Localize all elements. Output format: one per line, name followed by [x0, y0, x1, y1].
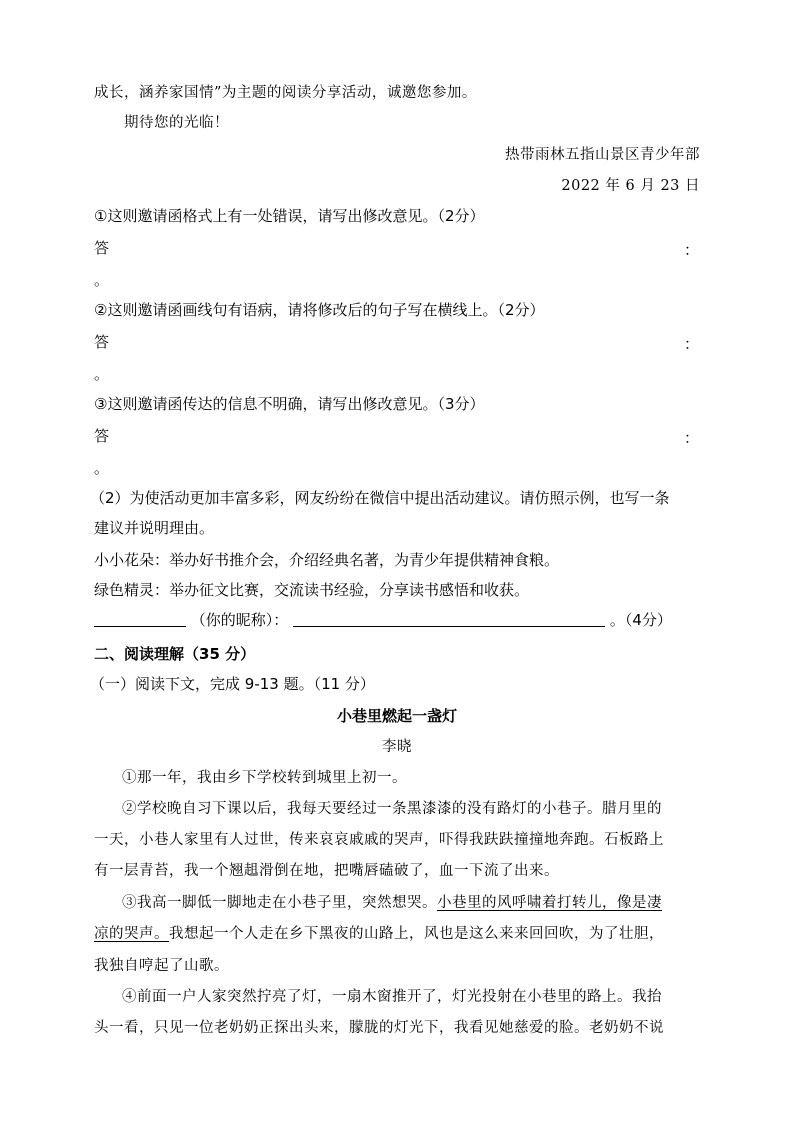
- answer-label-3: 答: [94, 427, 110, 445]
- article-p2-line3: 有一层青苔，我一个翘趄滑倒在地，把嘴唇磕破了，血一下流了出来。: [94, 863, 559, 879]
- answer-colon-2: ：: [684, 335, 700, 353]
- nickname-blank[interactable]: [94, 610, 186, 627]
- p3-line1-plain: ③我高一脚低一脚地走在小巷子里，突然想哭。: [122, 895, 437, 911]
- p3-underlined-sentence-start: 小巷里的风呼啸着打转儿，像是凄: [437, 895, 662, 911]
- article-p3-line3: 我独自哼起了山歌。: [94, 958, 229, 974]
- answer-colon-1: ：: [684, 241, 700, 259]
- invitation-closing: 期待您的光临！: [124, 115, 229, 131]
- article-p1: ①那一年，我由乡下学校转到城里上初一。: [122, 770, 407, 786]
- invitation-date: 2022 年 6 月 23 日: [561, 178, 700, 194]
- answer-label-2: 答: [94, 333, 110, 351]
- part2-end: 。（4分）: [609, 611, 672, 629]
- p3-underlined-sentence-end: 凉的哭声。: [94, 926, 169, 942]
- invitation-body-tail: 成长，涵养家国情”为主题的阅读分享活动，诚邀您参加。: [94, 85, 477, 101]
- answer-colon-3: ：: [684, 429, 700, 447]
- example-1: 小小花朵：举办好书推介会，介绍经典名著，为青少年提供精神食粮。: [94, 551, 560, 569]
- answer-end-1: 。: [94, 271, 110, 289]
- answer-end-2: 。: [94, 365, 110, 383]
- example-2: 绿色精灵：举办征文比赛，交流读书经验，分享读书感悟和收获。: [94, 581, 530, 599]
- section-2-title: 二、阅读理解（35 分）: [94, 645, 256, 663]
- question-part2-line1: （2）为使活动更加丰富多彩，网友纷纷在微信中提出活动建议。请仿照示例，也写一条: [90, 489, 670, 507]
- article-p2-line1: ②学校晚自习下课以后，我每天要经过一条黑漆漆的没有路灯的小巷子。腊月里的: [122, 801, 662, 817]
- p3-line2-plain: 我想起一个人走在乡下黑夜的山路上，风也是这么来来回回吹，为了壮胆，: [169, 926, 664, 942]
- article-p4-line1: ④前面一户人家突然拧亮了灯，一扇木窗推开了，灯光投射在小巷里的路上。我抬: [122, 989, 662, 1005]
- question-2: ②这则邀请函画线句有语病，请将修改后的句子写在横线上。（2分）: [94, 301, 545, 319]
- answer-label-1: 答: [94, 239, 110, 257]
- article-p2-line2: 一天，小巷人家里有人过世，传来哀哀戚戚的哭声，吓得我趺趺撞撞地奔跑。石板路上: [94, 832, 664, 848]
- suggestion-blank[interactable]: [293, 610, 605, 627]
- article-title: 小巷里燃起一盏灯: [336, 707, 457, 725]
- question-1: ①这则邀请函格式上有一处错误，请写出修改意见。（2分）: [94, 207, 485, 225]
- section-2-sub1: （一）阅读下文，完成 9-13 题。（11 分）: [90, 675, 375, 693]
- answer-end-3: 。: [94, 459, 110, 477]
- article-author: 李晓: [382, 739, 412, 755]
- nickname-label: （你的昵称）：: [190, 611, 289, 629]
- question-3: ③这则邀请函传达的信息不明确，请写出修改意见。（3分）: [94, 395, 485, 413]
- article-p3-line2: [94, 924, 664, 944]
- nickname-answer-row: [94, 610, 672, 630]
- article-p4-line2: 头一看，只见一位老奶奶正探出头来，朦胧的灯光下，我看见她慈爱的脸。老奶奶不说: [94, 1020, 664, 1036]
- invitation-sender: 热带雨林五指山景区青少年部: [505, 147, 700, 163]
- question-part2-line2: 建议并说明理由。: [94, 519, 215, 537]
- article-p3-line1: [122, 893, 662, 913]
